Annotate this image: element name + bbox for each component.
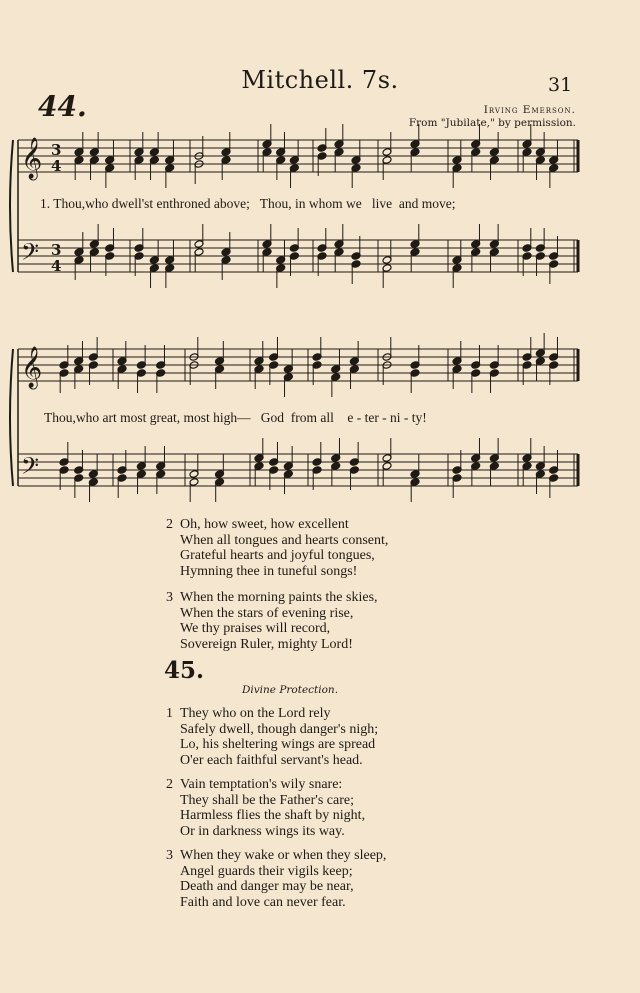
verse-44-3 xyxy=(166,590,486,654)
source-credit: From "Jubilate," by permission. xyxy=(408,117,576,129)
verse-number: 2 xyxy=(166,777,173,792)
page-number: 31 xyxy=(548,74,573,96)
verse-line: When the stars of evening rise, xyxy=(180,605,354,621)
hymn-title: Mitchell. 7s. xyxy=(241,66,399,94)
verse-line: Hymning thee in tuneful songs! xyxy=(180,563,358,579)
verse-line: Lo, his sheltering wings are spread xyxy=(180,737,376,752)
verse-line: Sovereign Ruler, mighty Lord! xyxy=(180,636,353,652)
verse-number: 2 xyxy=(166,517,173,532)
verse-line: We thy praises will record, xyxy=(180,621,331,636)
verse-line: When all tongues and hearts consent, xyxy=(180,532,389,548)
verse-line: Grateful hearts and joyful tongues, xyxy=(180,548,375,563)
verse-line: Angel guards their vigils keep; xyxy=(180,863,353,879)
verse-44-2 xyxy=(166,517,486,581)
brace xyxy=(10,140,13,272)
verse-line: O'er each faithful servant's head. xyxy=(180,752,363,768)
verse-number: 1 xyxy=(166,706,173,721)
verse-line: Faith and love can never fear. xyxy=(180,894,346,910)
verse-line: Or in darkness wings its way. xyxy=(180,823,345,839)
hymn-number: 44. xyxy=(38,90,87,123)
verse-number: 3 xyxy=(166,848,173,863)
time-signature-top: 3 xyxy=(51,141,62,159)
hymn-number-45: 45. xyxy=(164,657,205,684)
time-signature-bottom: 4 xyxy=(51,157,62,175)
verse-45-3 xyxy=(166,848,486,912)
verse-line: They shall be the Father's care; xyxy=(180,792,354,808)
verse-line: Death and danger may be near, xyxy=(180,879,354,894)
lyric-line-1: 1. Thou,who dwell'st enthroned above; Thou, in whom we live and move; xyxy=(40,196,456,211)
verse-line: Harmless flies the shaft by night, xyxy=(180,808,366,823)
bass-clef-icon: 𝄢 xyxy=(21,452,40,485)
bass-clef-icon: 𝄢 xyxy=(21,238,40,271)
verse-line: Safely dwell, though danger's nigh; xyxy=(180,721,379,737)
verse-line: Oh, how sweet, how excellent xyxy=(180,517,349,532)
verse-45-2 xyxy=(166,777,486,841)
verse-line: When they wake or when they sleep, xyxy=(180,848,387,863)
verse-line: When the morning paints the skies, xyxy=(180,590,378,605)
verse-45-1 xyxy=(166,706,486,770)
brace xyxy=(10,349,13,486)
verse-line: They who on the Lord rely xyxy=(180,706,331,721)
verse-line: Vain temptation's wily snare: xyxy=(180,777,343,792)
composer-name: Irving Emerson. xyxy=(483,104,576,116)
treble-clef-icon: 𝄞 xyxy=(21,347,43,388)
time-signature-top: 3 xyxy=(51,241,62,259)
hymn-subtitle: Divine Protection. xyxy=(241,684,339,696)
lyric-line-2: Thou,who art most great, most high— God from all e - ter - ni - ty! xyxy=(44,410,427,425)
verse-number: 3 xyxy=(166,590,173,605)
treble-clef-icon: 𝄞 xyxy=(21,138,43,179)
time-signature-bottom: 4 xyxy=(51,257,62,275)
